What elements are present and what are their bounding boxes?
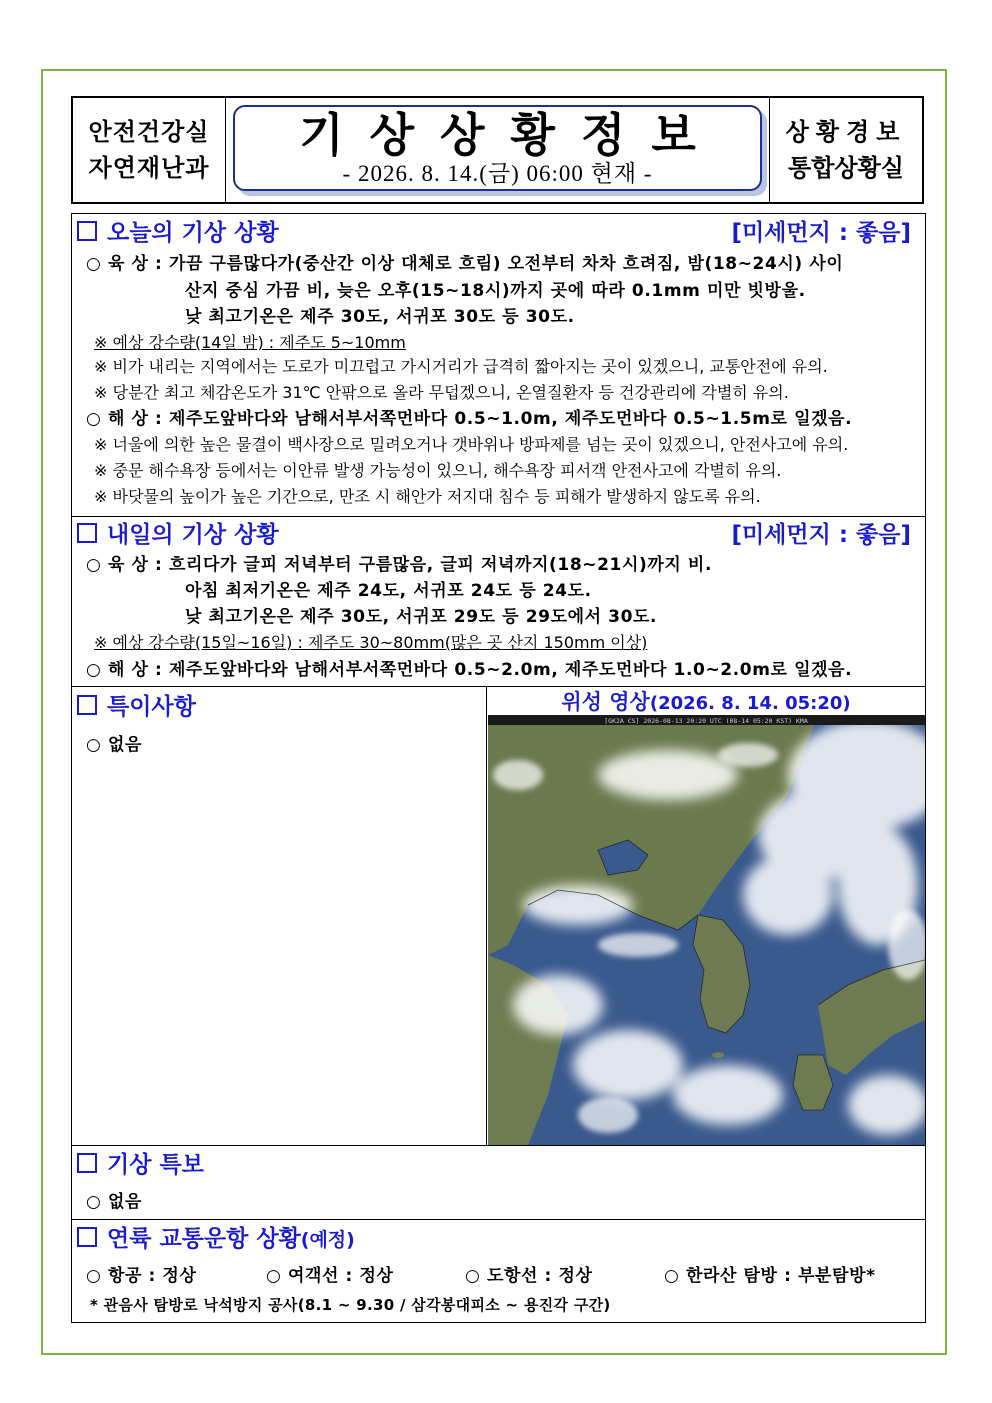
department-line-1: 안전건강실 [88,118,210,146]
checkbox-icon [77,1153,97,1173]
checkbox-icon [77,1227,97,1247]
checkbox-icon [77,523,97,543]
department-line-2: 자연재난과 [88,154,210,182]
special-value: ○ 없음 [86,735,142,755]
today-land-line-2: 산지 중심 가끔 비, 늦은 오후(15~18시)까지 곳에 따라 0.1mm 미만 빗방울. [185,281,806,301]
tomorrow-rain-note: ※ 예상 강수량(15일~16일) : 제주도 30~80mm(많은 곳 산지 150mm 이상) [94,633,648,652]
traffic-footnote: * 관음사 탐방로 낙석방지 공사(8.1 ~ 9.30 / 삼각봉대피소 ~ 용진각 구간) [90,1296,611,1314]
traffic-island-ferry: ○ 도항선 : 정상 [465,1266,593,1286]
divider [72,1145,925,1146]
title-box [233,105,762,191]
satellite-title: 위성 영상(2026. 8. 14. 05:20) [561,690,851,714]
satellite-caption: [GK2A CS] 2026-08-13 20:20 UTC (08-14 05:20 KST) KMA [604,717,808,725]
tomorrow-sea-line: ○ 해 상 : 제주도앞바다와 남해서부서쪽먼바다 0.5~2.0m, 제주도먼바다 1.0~2.0m로 일겠음. [86,660,853,680]
tomorrow-land-line-1: ○ 육 상 : 흐리다가 글피 저녁부터 구름많음, 글피 저녁까지(18~21시)까지 비. [86,555,713,575]
checkbox-icon [77,221,97,241]
divider [72,686,925,687]
divider [72,1219,925,1220]
tomorrow-dust-status: [미세먼지 : 좋음] [731,522,911,548]
traffic-air: ○ 항공 : 정상 [86,1266,197,1286]
section-special-title: 특이사항 [77,692,196,722]
today-land-line-1: ○ 육 상 : 가끔 구름많다가(중산간 이상 대체로 흐림) 오전부터 차차 흐려짐, 밤(18~24시) 사이 [86,254,844,274]
today-sea-note-2: ※ 중문 해수욕장 등에서는 이안류 발생 가능성이 있으니, 해수욕장 피서객 안전사고에 각별히 유의. [94,461,782,480]
section-warning-title: 기상 특보 [77,1150,204,1180]
today-sea-note-3: ※ 바닷물의 높이가 높은 기간으로, 만조 시 해안가 저지대 침수 등 피해가 발생하지 않도록 유의. [94,487,761,506]
today-sea-line: ○ 해 상 : 제주도앞바다와 남해서부서쪽먼바다 0.5~1.0m, 제주도먼바다 0.5~1.5m로 일겠음. [86,409,853,429]
warning-value: ○ 없음 [86,1192,142,1212]
checkbox-icon [77,695,97,715]
report-title: 기상상황정보 [299,108,722,162]
divider [72,516,925,517]
section-today-title: 오늘의 기상 상황 [77,218,279,248]
divider [486,686,487,1145]
office-line-1: 상황경보 [785,118,907,146]
section-traffic-title: 연륙 교통운항 상황(예정) [77,1224,355,1255]
report-header [71,96,924,204]
office-line-2: 통합상황실 [788,154,904,182]
report-body [71,213,926,1323]
traffic-ferry: ○ 여객선 : 정상 [266,1266,394,1286]
report-date: - 2026. 8. 14.(금) 06:00 현재 - [342,161,653,186]
today-dust-status: [미세먼지 : 좋음] [731,220,911,246]
traffic-hallasan: ○ 한라산 탐방 : 부분탐방* [664,1266,876,1286]
office-label [769,98,922,202]
today-land-line-3: 낮 최고기온은 제주 30도, 서귀포 30도 등 30도. [185,307,575,327]
today-rain-note: ※ 예상 강수량(14일 밤) : 제주도 5~10mm [94,333,406,352]
satellite-image [488,715,925,1145]
tomorrow-land-line-3: 낮 최고기온은 제주 30도, 서귀포 29도 등 29도에서 30도. [185,607,658,627]
tomorrow-land-line-2: 아침 최저기온은 제주 24도, 서귀포 24도 등 24도. [185,581,592,601]
today-heat-note: ※ 당분간 최고 체감온도가 31℃ 안팎으로 올라 무덥겠으니, 온열질환자 등 건강관리에 각별히 유의. [94,383,789,402]
today-sea-note-1: ※ 너울에 의한 높은 물결이 백사장으로 밀려오거나 갯바위나 방파제를 넘는 곳이 있겠으니, 안전사고에 유의. [94,435,849,454]
today-traffic-note: ※ 비가 내리는 지역에서는 도로가 미끄럽고 가시거리가 급격히 짧아지는 곳이 있겠으니, 교통안전에 유의. [94,357,828,376]
section-tomorrow-title: 내일의 기상 상황 [77,520,279,550]
department-label [73,98,226,202]
